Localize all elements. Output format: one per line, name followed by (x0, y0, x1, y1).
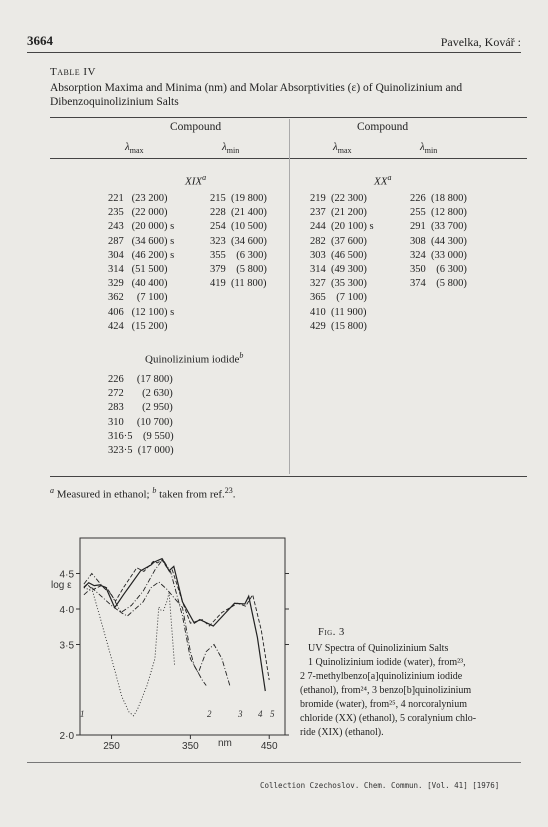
table-label: Table IV (50, 66, 96, 78)
curve-label-4: 4 (258, 709, 263, 719)
x-tick-label: 450 (260, 741, 278, 752)
running-head-authors: Pavelka, Kovář : (440, 35, 521, 49)
series-3-line (84, 559, 230, 685)
chart-axes (80, 538, 285, 735)
y-axis-label: log ε (51, 580, 72, 591)
curve-label-2: 2 (207, 709, 212, 719)
page-number: 3664 (27, 33, 53, 48)
quinolizinium-iodide-heading: Quinolizinium iodide$^b$ (145, 351, 244, 366)
compound-xx-heading: $XX^a$ (374, 173, 392, 188)
lambda-max-left: $\lambda_{max}$ (125, 141, 144, 156)
figure-title: UV Spectra of Quinolizinium Salts (308, 643, 449, 654)
chart-curve-labels (80, 709, 275, 719)
caption-line-5: chloride (XX) (ethanol), 5 coralynium chlo- (300, 713, 477, 724)
caption-line-4: bromide (water), from²⁵, 4 norcoralynium (300, 699, 467, 710)
lambda-min-right: $\lambda_{min}$ (420, 141, 438, 156)
chart-curves (84, 559, 269, 716)
footer-rule (27, 762, 521, 763)
x-tick-label: 350 (182, 741, 199, 752)
curve-label-5: 5 (270, 709, 275, 719)
curve-label-1: 1 (80, 709, 85, 719)
xx-minima: 226 (18 800) 255 (12 800) 291 (33 700) 308 (44 300) 324 (33 000) 350 (6 300) 374 (5 800) (410, 193, 467, 290)
curve-label-3: 3 (238, 709, 243, 719)
plot-frame (80, 538, 285, 735)
xix-maxima: 221 (23 200) 235 (22 000) 243 (20 000) s 287 (34 600) s 304 (46 200) s 314 (51 500) 329 (40 400) 362 (7 100) 406 (12 100) s 424 (15 200) (108, 193, 175, 332)
y-tick-label: 4·5 (59, 569, 74, 581)
y-tick-label: 4·0 (59, 605, 74, 616)
x-tick-label: 250 (103, 741, 120, 752)
lambda-min-left: $\lambda_{min}$ (222, 141, 240, 156)
col-heading-right: Compound (357, 121, 409, 133)
x-axis-label: nm (218, 738, 232, 749)
lambda-max-right: $\lambda_{max}$ (333, 141, 352, 156)
series-1-line (84, 588, 175, 716)
y-tick-label: 3·5 (59, 640, 74, 652)
table-footnote: $^a$ Measured in ethanol; $^b$ taken from ref.$^{23}$. (50, 486, 236, 501)
figure-caption (300, 642, 527, 740)
caption-line-1: 1 Quinolizinium iodide (water), from²³, (308, 657, 466, 668)
series-2-line (84, 574, 206, 686)
caption-line-3: (ethanol), from²⁴, 3 benzo[b]quinolizinium (300, 685, 472, 696)
journal-citation: Collection Czechoslov. Chem. Commun. [Vol. 41] [1976] (260, 781, 500, 790)
compound-xix-heading: XIX$^a$ (185, 173, 207, 188)
xx-maxima: 219 (22 300) 237 (21 200) 244 (20 100) s 282 (37 600) 303 (46 500) 314 (49 300) 327 (35 300) 365 (7 100) 410 (11 900) 429 (15 800) (310, 193, 374, 332)
col-heading-left: Compound (170, 121, 222, 133)
xix-minima: 215 (19 800) 228 (21 400) 254 (10 500) 323 (34 600) 355 (6 300) 379 (5 800) 419 (11 800) (210, 193, 267, 290)
table-caption: Absorption Maxima and Minima (nm) and Molar Absorptivities (ε) of Quinolizinium and Dibenzoquinolizinium Salts (50, 82, 463, 108)
figure-label: Fig. 3 (318, 627, 345, 638)
y-tick-label: 2·0 (59, 731, 74, 742)
quinolizinium-maxima: 226 (17 800) 272 (2 630) 283 (2 950) 310 (10 700) 316·5 (9 550) 323·5 (17 000) (108, 374, 174, 457)
caption-line-2: 2 7-methylbenzo[a]quinolizinium iodide (300, 671, 463, 682)
caption-line-6: ride (XIX) (ethanol). (300, 727, 384, 738)
